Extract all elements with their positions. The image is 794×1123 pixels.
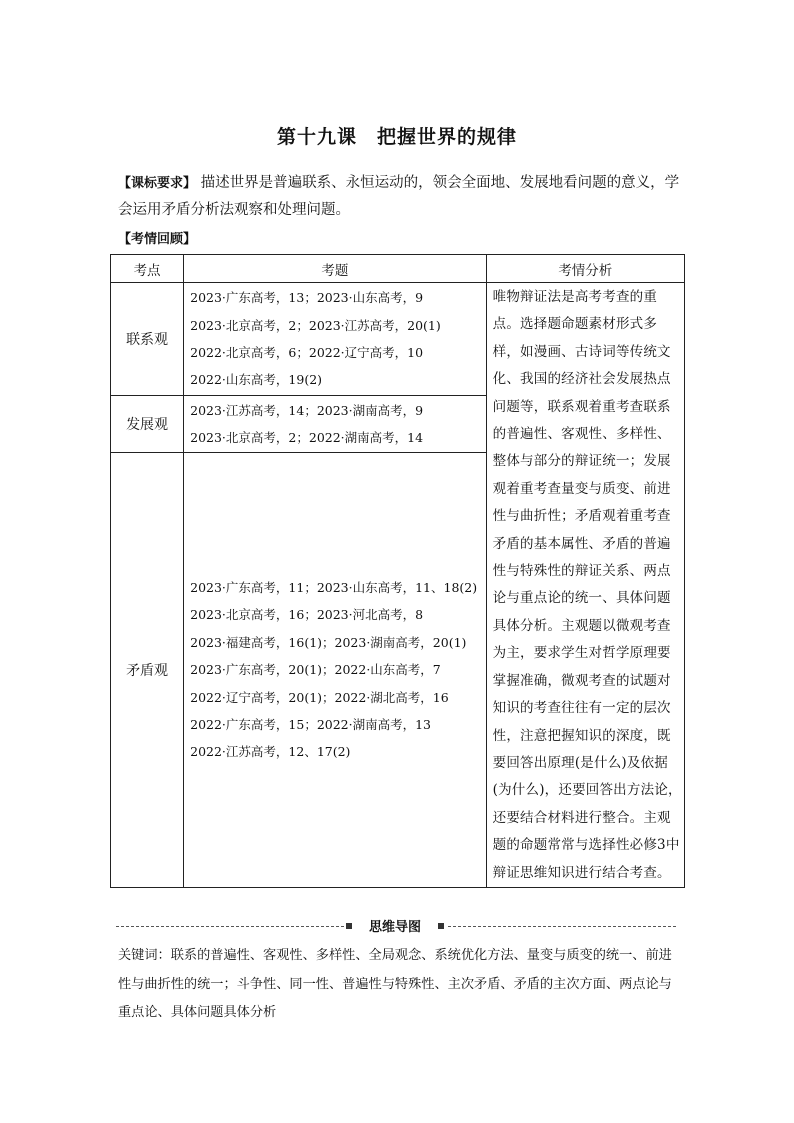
divider-line bbox=[116, 926, 344, 927]
question-line: 2023·北京高考，2；2022·湖南高考，14 bbox=[190, 429, 424, 445]
question-line: 2023·北京高考，16；2023·河北高考，8 bbox=[190, 607, 424, 623]
question-line: 2023·北京高考，2；2023·江苏高考，20(1) bbox=[190, 317, 441, 333]
curriculum-requirement bbox=[118, 170, 688, 224]
category-cell: 发展观 bbox=[111, 395, 184, 452]
keywords-paragraph: 关键词：联系的普遍性、客观性、多样性、全局观念、系统优化方法、量变与质变的统一、前进性与曲折性的统一；斗争性、同一性、普遍性与特殊性、主次矛盾、矛盾的主次方面、两点论与重点论、具体问题具体分析 bbox=[118, 948, 672, 1020]
header-exam-point: 考点 bbox=[111, 255, 184, 283]
header-exam-questions: 考题 bbox=[184, 255, 487, 283]
exam-review-tag: 【考情回顾】 bbox=[118, 232, 197, 247]
table-row bbox=[111, 283, 685, 396]
question-line: 2022·北京高考，6；2022·辽宁高考，10 bbox=[190, 344, 424, 360]
question-line: 2023·福建高考，16(1)；2023·湖南高考，20(1) bbox=[190, 634, 467, 650]
category-cell: 联系观 bbox=[111, 283, 184, 396]
table-header-row bbox=[111, 255, 685, 283]
question-line: 2023·广东高考，20(1)；2022·山东高考，7 bbox=[190, 662, 441, 678]
question-line: 2022·广东高考，15；2022·湖南高考，13 bbox=[190, 717, 432, 733]
mind-map-header bbox=[116, 916, 676, 936]
question-line: 2022·山东高考，19(2) bbox=[190, 372, 323, 388]
question-line: 2023·江苏高考，14；2023·湖南高考，9 bbox=[190, 402, 424, 418]
page-title: 第十九课 把握世界的规律 bbox=[276, 126, 517, 148]
divider-line bbox=[448, 926, 676, 927]
questions-cell bbox=[184, 283, 487, 396]
square-bullet-icon bbox=[438, 923, 444, 929]
mind-map-title: 思维导图 bbox=[368, 920, 421, 935]
category-cell: 矛盾观 bbox=[111, 452, 184, 887]
questions-cell bbox=[184, 452, 487, 887]
question-line: 2022·辽宁高考，20(1)；2022·湖北高考，16 bbox=[190, 689, 449, 705]
question-line: 2023·广东高考，11；2023·山东高考，11、18(2) bbox=[190, 580, 478, 596]
exam-review-table bbox=[110, 254, 685, 888]
questions-cell bbox=[184, 395, 487, 452]
requirement-text: 描述世界是普遍联系、永恒运动的，领会全面地、发展地看问题的意义，学会运用矛盾分析法观察和处理问题。 bbox=[118, 175, 680, 218]
analysis-cell: 唯物辩证法是高考考查的重点。选择题命题素材形式多样，如漫画、古诗词等传统文化、我国的经济社会发展热点问题等，联系观着重考查联系的普遍性、客观性、多样性、整体与部分的辩证统一；发展观着重考查量变与质变、前进性与曲折性；矛盾观着重考查矛盾的基本属性、矛盾的普遍性与特殊性的辩证关系、两点论与重点论的统一、具体问题具体分析。主观题以微观考查为主，要求学生对哲学原理要掌握准确，微观考查的试题对知识的考查往往有一定的层次性，注意把握知识的深度，既要回答出原理(是什么)及依据(为什么)，还要回答出方法论，还要结合材料进行整合。主观题的命题常常与选择性必修3中辩证思维知识进行结合考查。 bbox=[486, 283, 684, 888]
question-line: 2023·广东高考，13；2023·山东高考，9 bbox=[190, 290, 424, 306]
header-exam-analysis: 考情分析 bbox=[486, 255, 684, 283]
requirement-tag: 【课标要求】 bbox=[118, 176, 197, 191]
question-line: 2022·江苏高考，12、17(2) bbox=[190, 744, 351, 760]
